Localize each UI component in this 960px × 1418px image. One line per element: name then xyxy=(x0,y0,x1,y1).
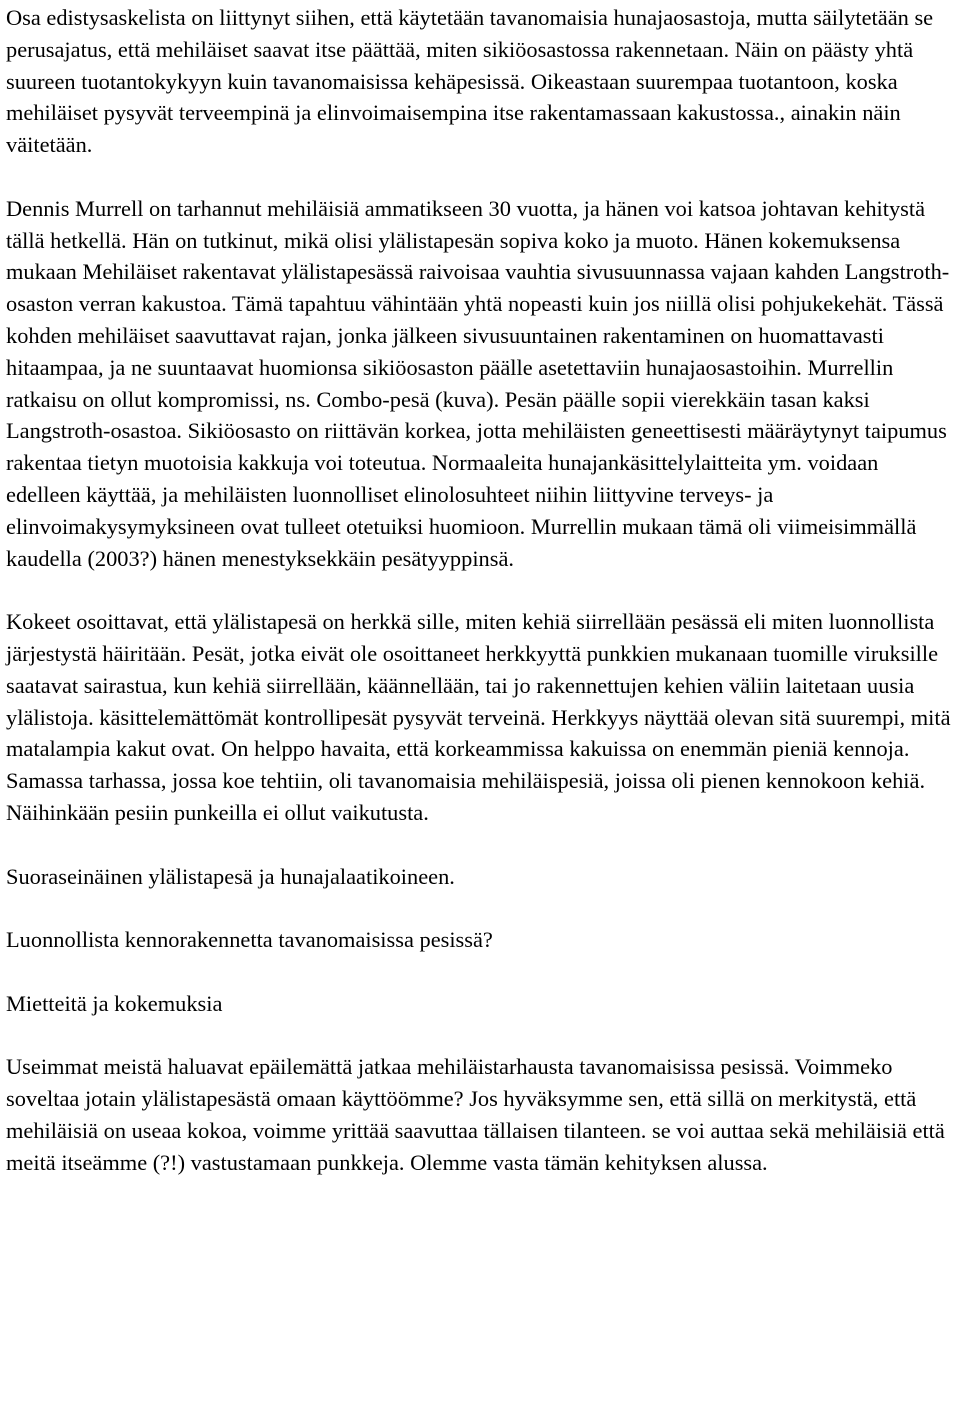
paragraph-gap xyxy=(6,956,954,988)
caption-top-bar-hive: Suoraseinäinen ylälistapesä ja hunajalaatikoineen. xyxy=(6,863,455,889)
paragraph-gap xyxy=(6,1020,954,1052)
paragraph-gap xyxy=(6,161,954,193)
paragraph-gap xyxy=(6,829,954,861)
paragraph-dennis-murrell: Dennis Murrell on tarhannut mehiläisiä ammatikseen 30 vuotta, ja hänen voi katsoa johtavan kehitystä tällä hetkellä. Hän on tutkinut, mikä olisi ylälistapesän sopiva koko ja muoto. Hänen kokemuksensa mukaan Mehiläiset rakentavat ylälistapesässä raivoisaa vauhtia sivusuunnassa vajaan kahden Langstroth-osaston verran kakustoa. Tämä tapahtuu vähintään yhtä nopeasti kuin jos niillä olisi pohjukekehät. Tässä kohden mehiläiset saavuttavat rajan, jonka jälkeen sivusuuntainen rakentaminen on huomattavasti hitaampaa, ja ne suuntaavat huomionsa sikiöosaston päälle asetettaviin hunajaosastoihin. Murrellin ratkaisu on ollut kompromissi, ns. Combo-pesä (kuva). Pesän päälle sopii vierekkäin tasan kaksi Langstroth-osastoa. Sikiöosasto on riittävän korkea, jotta mehiläisten geneettisesti määräytynyt taipumus rakentaa tietyn muotoisia kakkuja voi toteutua. Normaaleita hunajankäsittelylaitteita ym. voidaan edelleen käyttää, ja mehiläisten luonnolliset elinolosuhteet niihin liittyvine terveys- ja elinvoimakysymyksineen ovat tulleet otetuiksi huomioon. Murrellin mukaan tämä oli viimeisimmällä kaudella (2003?) hänen menestyksekkäin pesätyyppinsä. xyxy=(6,195,950,571)
paragraph-conclusion: Useimmat meistä haluavat epäilemättä jatkaa mehiläistarhausta tavanomaisissa pesissä. Voimmeko soveltaa jotain ylälistapesästä omaan käyttöömme? Jos hyväksymme sen, että sillä on merkitystä, että mehiläisiä on useaa kokoa, voimme yrittää saavuttaa tällaisen tilanteen. se voi auttaa sekä mehiläisiä että meitä itseämme (?!) vastustamaan punkkeja. Olemme vasta tämän kehityksen alussa. xyxy=(6,1054,945,1175)
paragraph-experiments: Kokeet osoittavat, että ylälistapesä on herkkä sille, miten kehiä siirrellään pesässä eli miten luonnollista järjestystä häiritään. Pesät, jotka eivät ole osoittaneet herkkyyttä punkkien mukanaan tuomille viruksille saatavat sairastua, kun kehiä siirrellään, käännellään, tai jo rakennettujen kehien väliin laitetaan uusia ylälistoja. käsittelemättömät kontrollipesät pysyvät terveinä. Herkkyys näyttää olevan sitä suurempi, mitä matalampia kakut ovat. On helppo havaita, että korkeammissa kakuissa on enemmän pieniä kennoja. Samassa tarhassa, jossa koe tehtiin, oli tavanomaisia mehiläispesiä, joissa oli pienen kennokoon kehiä. Näihinkään pesiin punkeilla ei ollut vaikutusta. xyxy=(6,609,951,825)
heading-thoughts: Mietteitä ja kokemuksia xyxy=(6,990,223,1016)
paragraph-intro: Osa edistysaskelista on liittynyt siihen, että käytetään tavanomaisia hunajaosastoja, mutta säilytetään se perusajatus, että mehiläiset saavat itse päättää, miten sikiöosastossa rakennetaan. Näin on päästy yhtä suureen tuotantokykyyn kuin tavanomaisissa kehäpesissä. Oikeastaan suurempaa tuotantoon, koska mehiläiset pysyvät terveempinä ja elinvoimaisempina itse rakentamassaan kakustossa., ainakin näin väitetään. xyxy=(6,5,934,158)
heading-natural-comb: Luonnollista kennorakennetta tavanomaisissa pesissä? xyxy=(6,927,493,953)
document-page xyxy=(6,2,954,1178)
paragraph-gap xyxy=(6,574,954,606)
paragraph-gap xyxy=(6,892,954,924)
